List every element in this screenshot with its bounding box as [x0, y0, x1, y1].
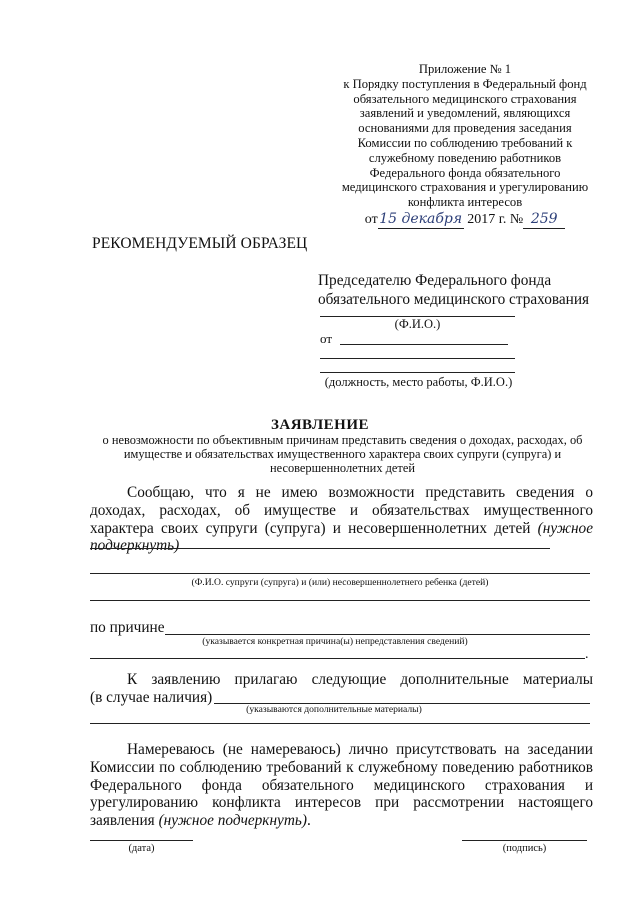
appendix-block — [330, 62, 600, 229]
handwritten-date: 15 декабря — [379, 210, 463, 227]
appendix-line: Федерального фонда обязательного — [369, 165, 561, 180]
from-line — [340, 344, 508, 345]
appendix-date-line — [330, 212, 600, 229]
addressee-block — [318, 272, 589, 309]
attach-text-2: (в случае наличия) — [90, 689, 213, 706]
appendix-line: обязательного медицинского страхования — [353, 91, 577, 106]
date-line — [90, 840, 193, 841]
signature-line — [462, 840, 587, 841]
sample-label: РЕКОМЕНДУЕМЫЙ ОБРАЗЕЦ — [92, 235, 308, 252]
appendix-line: служебному поведению работников — [368, 150, 562, 165]
spouse-caption: (Ф.И.О. супруги (супруга) и (или) несовершеннолетнего ребенка (детей) — [191, 577, 489, 588]
document-subtitle: о невозможности по объективным причинам представить сведения о доходах, расходах, об имуществе и обязательствах имущественного характера своих супруги (супруга) и несовершеннолетних детей — [102, 433, 583, 476]
fio-caption: (Ф.И.О.) — [394, 317, 441, 331]
position-caption: (должность, место работы, Ф.И.О.) — [324, 375, 513, 389]
addressee-line: Председателю Федерального фонда — [318, 272, 552, 289]
appendix-line: конфликта интересов — [407, 195, 523, 210]
attach-caption: (указываются дополнительные материалы) — [246, 704, 422, 715]
addressee-line: обязательного медицинского страхования — [318, 290, 590, 308]
date-prefix: от — [364, 211, 378, 227]
spouse-line-2 — [90, 573, 590, 574]
paragraph-1-note: (нужное подчеркнуть) — [90, 519, 593, 555]
date-caption: (дата) — [128, 843, 155, 854]
handwritten-number: 259 — [530, 210, 558, 227]
document-title: ЗАЯВЛЕНИЕ — [270, 417, 370, 433]
paragraph-1-text: Сообщаю, что я не имею возможности представить сведения о доходах, расходах, об имуществе и обязательствах имущественного характера своих супруги (супруга) и несовершеннолетних детей — [90, 484, 593, 537]
reason-line-1 — [165, 634, 590, 635]
appendix-line: заявлений и уведомлений, являющихся — [359, 106, 571, 121]
spouse-line-1 — [90, 548, 550, 549]
paragraph-3-note: (нужное подчеркнуть) — [158, 812, 307, 830]
attach-paragraph — [90, 671, 593, 689]
appendix-line: основаниями для проведения заседания — [358, 121, 572, 136]
reason-label: по причине — [90, 619, 165, 636]
appendix-line: Комиссии по соблюдению требований к — [357, 135, 573, 150]
appendix-line: Приложение № 1 — [418, 62, 512, 76]
spouse-line-3 — [90, 600, 590, 601]
reason-caption: (указывается конкретная причина(ы) непредставления сведений) — [202, 636, 468, 647]
paragraph-1 — [90, 484, 593, 555]
reason-end-dot: . — [585, 647, 589, 662]
appendix-line: медицинского страхования и урегулированию — [341, 180, 589, 195]
reason-line-2 — [90, 658, 585, 659]
attach-line-2 — [90, 723, 590, 724]
position-line-1 — [320, 358, 515, 359]
signature-caption: (подпись) — [502, 843, 547, 854]
position-line-2 — [320, 372, 515, 373]
paragraph-3: Намереваюсь (не намереваюсь) лично присутствовать на заседании Комиссии по соблюдению требований к служебному поведению работников Федерального фонда обязательного медицинского страхования и урегулированию конфликта интересов при рассмотрении настоящего заявления (нужное подчеркнуть). — [90, 741, 593, 830]
appendix-line: к Порядку поступления в Федеральный фонд — [343, 76, 587, 91]
year-text: 2017 г. № — [467, 211, 524, 227]
from-label: от — [320, 331, 333, 346]
paragraph-3-text: Намереваюсь (не намереваюсь) лично присутствовать на заседании Комиссии по соблюдению требований к служебному поведению работников Федерального фонда обязательного медицинского страхования и урегулированию конфликта интересов при рассмотрении настоящего заявления — [90, 741, 593, 830]
attach-text: К заявлению прилагаю следующие дополнительные материалы — [127, 671, 593, 688]
